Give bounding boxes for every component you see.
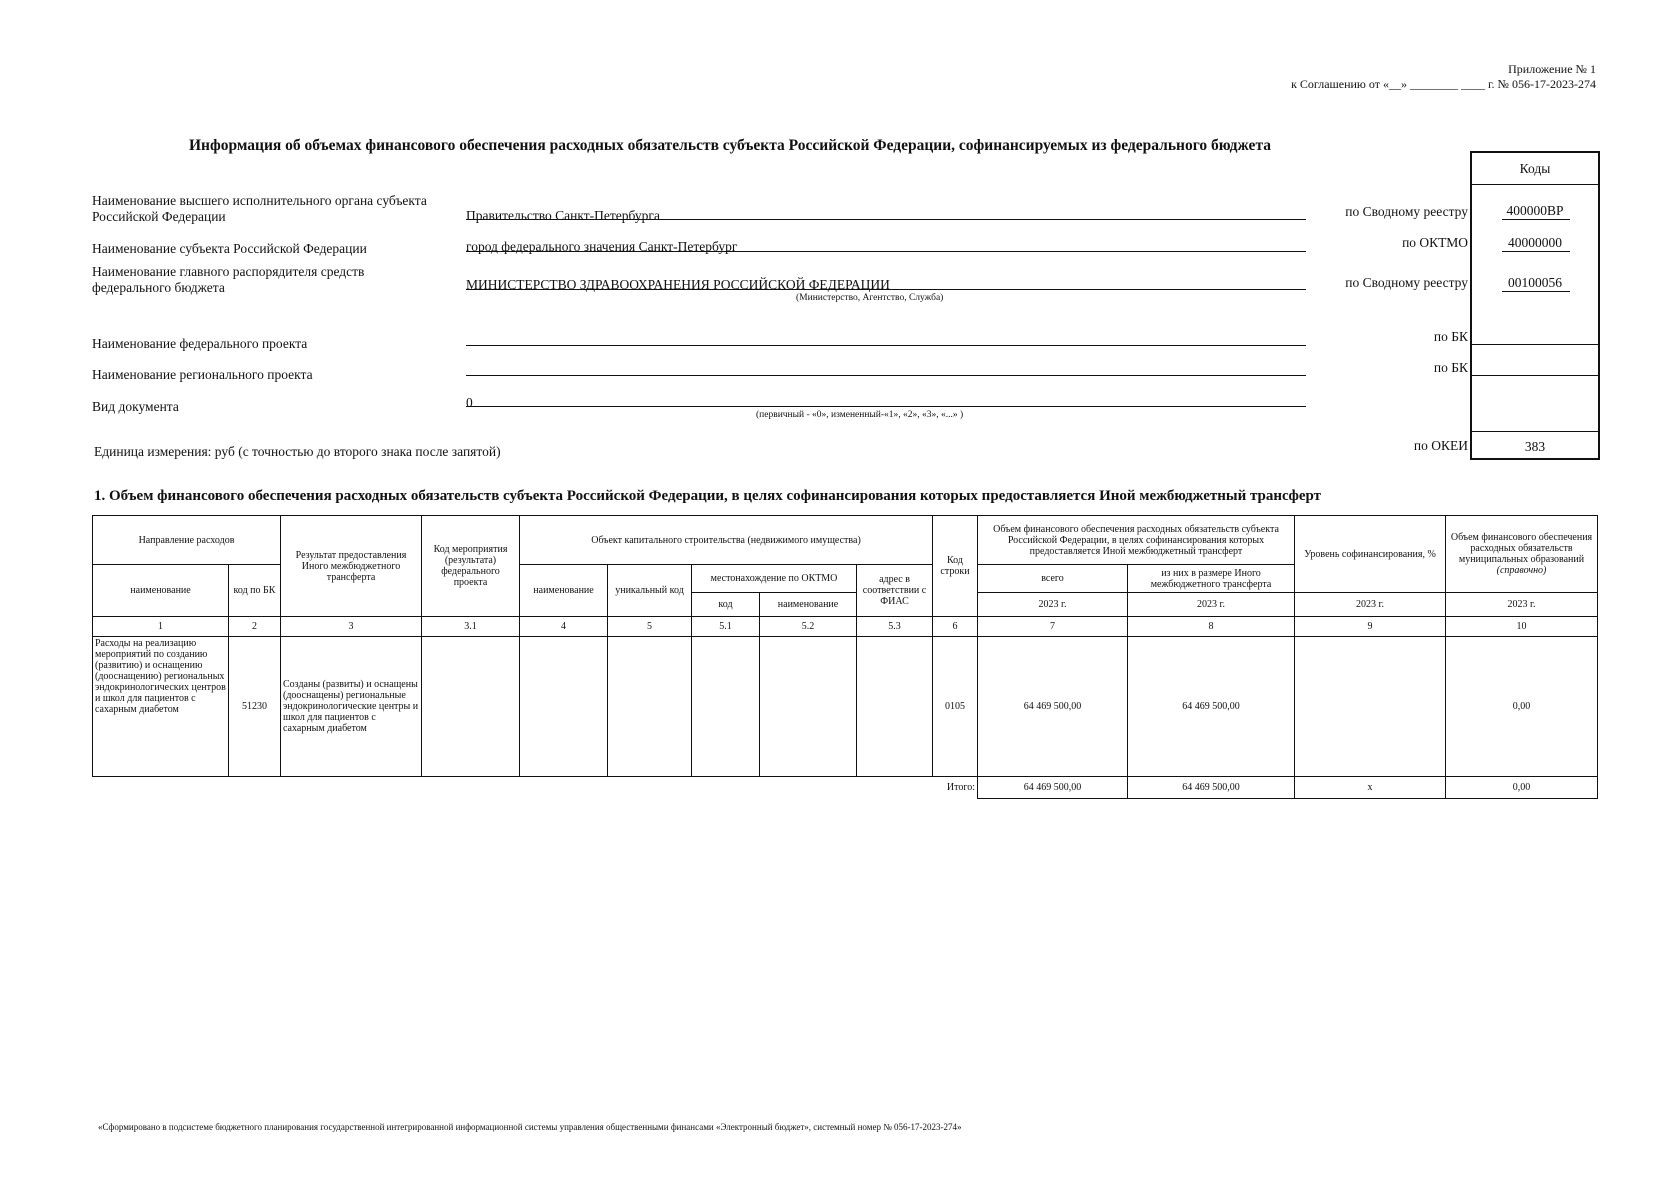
th-year-municipal: 2023 г.: [1446, 593, 1598, 617]
th-year-level: 2023 г.: [1295, 593, 1446, 617]
code-label-registry: по Сводному реестру: [1345, 204, 1468, 219]
code-value-okei: 383: [1524, 439, 1546, 454]
doc-type-value: 0: [466, 395, 473, 410]
row-loc-name: [760, 637, 857, 777]
org-label: Наименование высшего исполнительного органа субъекта Российской Федерации: [92, 193, 427, 224]
org-value: Правительство Санкт-Петербурга: [466, 208, 660, 223]
th-volume: Объем финансового обеспечения расходных обязательств субъекта Российской Федерации, в целях софинансирования которых предоставляется Иной межбюджетный трансферт: [978, 516, 1295, 565]
code-label-registry-2: по Сводному реестру: [1345, 275, 1468, 290]
th-loc-code: код: [692, 593, 760, 617]
codes-box: [1470, 151, 1600, 460]
table-row: [93, 637, 1598, 777]
manager-label: Наименование главного распорядителя средств федерального бюджета: [92, 264, 365, 295]
th-year-total: 2023 г.: [978, 593, 1128, 617]
financing-table: [92, 515, 1598, 799]
code-value-oktmo: 40000000: [1508, 235, 1562, 250]
row-name: Расходы на реализацию мероприятий по созданию (развитию) и оснащению (дооснащению) региональных эндокринологических центров и школ для пациентов с сахарным диабетом: [93, 637, 229, 777]
row-code: 0105: [933, 637, 978, 777]
row-level: [1295, 637, 1446, 777]
section-title: 1. Объем финансового обеспечения расходных обязательств субъекта Российской Федерации, в целях софинансирования которых предоставляется Иной межбюджетный трансферт: [94, 488, 1322, 504]
code-label-oktmo: по ОКТМО: [1402, 235, 1468, 250]
subject-label: Наименование субъекта Российской Федерации: [92, 241, 367, 256]
th-municipal: Объем финансового обеспечения расходных обязательств муниципальных образований (справочно): [1446, 516, 1598, 593]
agreement-label: к Соглашению от «__» ________ ____ г. № 056-17-2023-274: [1291, 77, 1596, 91]
col-number: 10: [1446, 617, 1598, 637]
manager-note: (Министерство, Агентство, Служба): [796, 293, 944, 303]
code-label-bk-2: по БК: [1433, 360, 1468, 375]
col-number: 9: [1295, 617, 1446, 637]
col-number: 4: [520, 617, 608, 637]
th-total: всего: [978, 565, 1128, 593]
col-number: 8: [1128, 617, 1295, 637]
totals-row: [93, 777, 1598, 799]
row-result: Созданы (развиты) и оснащены (дооснащены) региональные эндокринологические центры и школ для пациентов с сахарным диабетом: [281, 637, 422, 777]
col-number: 3: [281, 617, 422, 637]
th-location: местонахождение по ОКТМО: [692, 565, 857, 593]
row-event-code: [422, 637, 520, 777]
th-event-code: Код мероприятия (результата) федерального проекта: [422, 516, 520, 617]
col-number: 6: [933, 617, 978, 637]
totals-level: x: [1295, 777, 1446, 799]
totals-total: 64 469 500,00: [978, 777, 1128, 799]
th-level: Уровень софинансирования, %: [1295, 516, 1446, 593]
manager-value: МИНИСТЕРСТВО ЗДРАВООХРАНЕНИЯ РОССИЙСКОЙ ФЕДЕРАЦИИ: [466, 277, 890, 292]
th-fias: адрес в соответствии с ФИАС: [857, 565, 933, 617]
th-row-code: Код строки: [933, 516, 978, 617]
page-title: Информация об объемах финансового обеспечения расходных обязательств субъекта Российской Федерации, софинансируемых из федерального бюджета: [188, 137, 1271, 154]
code-label-bk-1: по БК: [1433, 329, 1468, 344]
code-label-okei: по ОКЕИ: [1413, 438, 1468, 453]
th-direction: Направление расходов: [93, 516, 281, 565]
th-obj-name: наименование: [520, 565, 608, 617]
th-result: Результат предоставления Иного межбюджетного трансферта: [281, 516, 422, 617]
doc-type-note: (первичный - «0», измененный-«1», «2», «3», «...» ): [756, 410, 964, 420]
row-transfer: 64 469 500,00: [1128, 637, 1295, 777]
th-name: наименование: [93, 565, 229, 617]
totals-transfer: 64 469 500,00: [1128, 777, 1295, 799]
subject-value: город федерального значения Санкт-Петербург: [466, 239, 738, 254]
col-number: 2: [229, 617, 281, 637]
totals-municipal: 0,00: [1446, 777, 1598, 799]
federal-project-label: Наименование федерального проекта: [92, 336, 308, 351]
row-total: 64 469 500,00: [978, 637, 1128, 777]
row-unique-code: [608, 637, 692, 777]
th-of-which: из них в размере Иного межбюджетного трансферта: [1128, 565, 1295, 593]
codes-heading: Коды: [1519, 161, 1551, 176]
footer-note: «Сформировано в подсистеме бюджетного планирования государственной интегрированной информационной системы управления общественными финансами «Электронный бюджет», системный номер № 056-17-2023-274»: [98, 1122, 962, 1132]
row-bk: 51230: [229, 637, 281, 777]
totals-label: Итого:: [946, 782, 975, 794]
col-number: 3.1: [422, 617, 520, 637]
col-number: 1: [93, 617, 229, 637]
th-bk-code: код по БК: [229, 565, 281, 617]
regional-project-label: Наименование регионального проекта: [92, 367, 313, 382]
col-number: 5.2: [760, 617, 857, 637]
col-number: 5.1: [692, 617, 760, 637]
row-obj-name: [520, 637, 608, 777]
row-fias: [857, 637, 933, 777]
row-municipal: 0,00: [1446, 637, 1598, 777]
col-number: 5.3: [857, 617, 933, 637]
th-year-transfer: 2023 г.: [1128, 593, 1295, 617]
th-unique-code: уникальный код: [608, 565, 692, 617]
col-number: 5: [608, 617, 692, 637]
col-number: 7: [978, 617, 1128, 637]
code-value-registry-2: 00100056: [1508, 275, 1562, 290]
appendix-label: Приложение № 1: [1508, 62, 1596, 76]
th-capital-object: Объект капитального строительства (недвижимого имущества): [520, 516, 933, 565]
code-value-registry: 400000ВР: [1506, 203, 1564, 218]
row-loc-code: [692, 637, 760, 777]
th-loc-name: наименование: [760, 593, 857, 617]
doc-type-label: Вид документа: [92, 399, 179, 414]
unit-label: Единица измерения: руб (с точностью до второго знака после запятой): [94, 444, 501, 459]
